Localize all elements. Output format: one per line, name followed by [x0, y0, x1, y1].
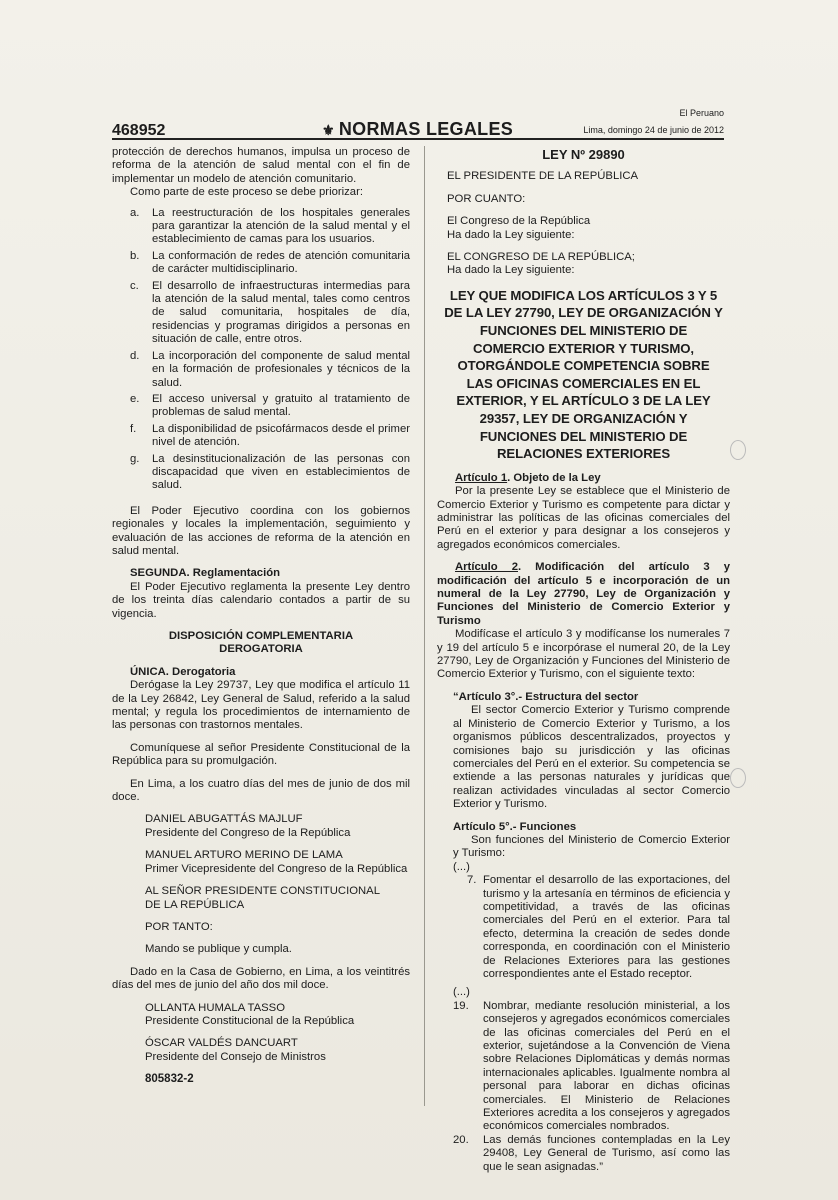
list-item: a. La reestructuración de los hospitales generales para garantizar la atención de la salud mental y el establecimiento de camas para los usuarios. [130, 206, 410, 246]
derogatoria-heading: DEROGATORIA [219, 643, 303, 656]
mando-line: Mando se publique y cumpla. [145, 943, 292, 956]
prioritize-paragraph: Como parte de este proceso se debe priorizar: [130, 186, 363, 199]
emblem-icon: ⚜ [322, 122, 335, 138]
list-item: e. El acceso universal y gratuito al tratamiento de problemas de salud mental. [130, 392, 410, 419]
art3-paragraph: El sector Comercio Exterior y Turismo comprende al Ministerio de Comercio Exterior y Turismo, a los organismos públicos descentralizados, proyectos y comisiones bajo su jurisdicción y las oficinas comerciales del Perú en el exterior. Su competencia se extiende a las personas naturales y jurídicas que realizan actividades vinculadas al sector Comercio Exterior y Turismo. [453, 704, 730, 811]
disposicion-heading: DISPOSICIÓN COMPLEMENTARIA [168, 630, 354, 642]
law-number: LEY Nº 29890 [542, 147, 625, 162]
dado-paragraph: Dado en la Casa de Gobierno, en Lima, a los veintitrés días del mes de junio del año dos mil doce. [112, 965, 410, 992]
publication-date: Lima, domingo 24 de junio de 2012 [583, 125, 724, 135]
list-item: b. La conformación de redes de atención comunitaria de carácter multidisciplinario. [130, 249, 410, 276]
signatory-role: Presidente del Consejo de Ministros [145, 1050, 326, 1063]
document-code: 805832-2 [145, 1073, 194, 1086]
por-tanto: POR TANTO: [145, 920, 213, 933]
congreso-line: EL CONGRESO DE LA REPÚBLICA; [447, 251, 635, 264]
quoted-text [437, 691, 730, 1174]
art5-heading: Artículo 5°.- Funciones [453, 820, 577, 833]
por-cuanto: POR CUANTO: [447, 192, 526, 205]
page-header [112, 108, 724, 140]
signatory-role: Presidente Constitucional de la República [145, 1014, 355, 1027]
art1-paragraph: Por la presente Ley se establece que el Ministerio de Comercio Exterior y Turismo es competente para dictar y administrar las políticas de las oficinas comerciales del Perú en el exterior y para designar a los consejeros y agregados económicos comerciales. [437, 485, 730, 551]
addressee-line: AL SEÑOR PRESIDENTE CONSTITUCIONAL [145, 885, 380, 898]
signatory-name: DANIEL ABUGATTÁS MAJLUF [145, 813, 303, 826]
art3-heading: “Artículo 3°.- Estructura del sector [453, 690, 639, 703]
en-lima-paragraph: En Lima, a los cuatro días del mes de junio de dos mil doce. [112, 777, 410, 804]
section-title [322, 119, 513, 140]
art1-heading: Artículo 1. Objeto de la Ley [455, 471, 601, 484]
ellipsis: (...) [453, 860, 470, 873]
newspaper-name: El Peruano [679, 108, 724, 118]
list-item: d. La incorporación del componente de salud mental en la formación de profesionales y técnicos de la salud. [130, 349, 410, 389]
law-title: LEY QUE MODIFICA LOS ARTÍCULOS 3 Y 5 DE LA LEY 27790, LEY DE ORGANIZACIÓN Y FUNCIONES DEL MINISTERIO DE COMERCIO EXTERIOR Y TURISMO, OTORGÁNDOLE COMPETENCIA SOBRE LAS OFICINAS COMERCIALES EN EL EXTERIOR, Y EL ARTÍCULO 3 DE LA LEY 29357, LEY DE ORGANIZACIÓN Y FUNCIONES DEL MINISTERIO DE RELACIONES EXTERIORES [444, 287, 723, 462]
unica-heading: ÚNICA. Derogatoria [130, 665, 236, 678]
segunda-heading: SEGUNDA. Reglamentación [130, 567, 281, 580]
art2-paragraph: Modifícase el artículo 3 y modifícanse los numerales 7 y 19 del artículo 5 e incorpórase el numeral 20, de la Ley 27790, Ley de Organización y Funciones del Ministerio de Comercio Exterior y Turismo, con el siguiente texto: [437, 628, 730, 681]
column-divider [424, 146, 425, 1106]
comuniquese-paragraph: Comuníquese al señor Presidente Constitucional de la República para su promulgación. [112, 741, 410, 768]
coordina-paragraph: El Poder Ejecutivo coordina con los gobiernos regionales y locales la implementación, seguimiento y evaluación de las acciones de reforma de la atención en salud mental. [112, 504, 410, 557]
unica-paragraph: Derógase la Ley 29737, Ley que modifica el artículo 11 de la Ley 26842, Ley General de Salud, referido a la salud mental; y regula los procedimientos de internamiento de las personas con trastornos mentales. [112, 679, 410, 732]
congreso-line: Ha dado la Ley siguiente: [447, 228, 575, 241]
list-item: g. La desinstitucionalización de las personas con discapacidad que viven en establecimientos de salud. [130, 452, 410, 492]
page-number: 468952 [112, 122, 166, 139]
ellipsis: (...) [453, 986, 470, 999]
signatory-name: MANUEL ARTURO MERINO DE LAMA [145, 849, 343, 862]
punch-hole-mark [730, 768, 746, 788]
signatory-role: Presidente del Congreso de la República [145, 826, 351, 839]
list-item: f. La disponibilidad de psicofármacos desde el primer nivel de atención. [130, 422, 410, 449]
right-column [437, 146, 730, 1174]
numeral-7: 7. Fomentar el desarrollo de las exportaciones, del turismo y la artesanía en términos de eficiencia y competitividad, a través de las oficinas comerciales del Perú en el exterior. Para tal efecto, determina la creación de sedes donde corresponda, en coordinación con el Ministerio de Relaciones Exteriores para las gestiones correspondientes ante el Estado receptor. [467, 874, 730, 980]
art5-intro: Son funciones del Ministerio de Comercio Exterior y Turismo: [453, 833, 730, 860]
numeral-20: 20. Las demás funciones contempladas en la Ley 29408, Ley General de Turismo, así como las que le sean asignadas.” [453, 1133, 730, 1173]
section-title-text: NORMAS LEGALES [338, 119, 514, 139]
punch-hole-mark [730, 440, 746, 460]
addressee-line: DE LA REPÚBLICA [145, 898, 245, 911]
signatory-name: ÓSCAR VALDÉS DANCUART [145, 1037, 298, 1050]
numeral-19: 19. Nombrar, mediante resolución ministerial, a los consejeros y agregados económicos comerciales de las oficinas comerciales del Perú en el exterior, sujetándose a la Convención de Viena sobre Relaciones Diplomáticas y demás normas internacionales aplicables. Igualmente nombra al personal para laborar en dichas oficinas comerciales. El Ministerio de Relaciones Exteriores acredita a los consejeros y agregados económicos comerciales nombrados. [453, 999, 730, 1133]
list-item: c. El desarrollo de infraestructuras intermedias para la atención de la salud mental, tales como centros de salud comunitaria, hospitales de día, residencias y programas dirigidos a personas en situación de calle, entre otros. [130, 279, 410, 346]
congreso-line: El Congreso de la República [447, 215, 591, 228]
segunda-paragraph: El Poder Ejecutivo reglamenta la presente Ley dentro de los treinta días calendario contados a partir de su vigencia. [112, 580, 410, 620]
signatory-role: Primer Vicepresidente del Congreso de la República [145, 862, 408, 875]
priority-list [112, 207, 410, 493]
left-column [112, 146, 410, 1087]
presidente-line: EL PRESIDENTE DE LA REPÚBLICA [447, 170, 639, 183]
intro-paragraph: protección de derechos humanos, impulsa un proceso de reforma de la atención de salud mental con el fin de implementar un modelo de atención comunitario. [112, 146, 410, 185]
signatory-name: OLLANTA HUMALA TASSO [145, 1001, 286, 1014]
congreso-line: Ha dado la Ley siguiente: [447, 264, 575, 277]
art2-heading: Artículo 2. Modificación del artículo 3 y modificación del artículo 5 e incorporación de un numeral de la Ley 27790, Ley de Organización y Funciones del Ministerio de Comercio Exterior y Turismo [437, 561, 731, 627]
